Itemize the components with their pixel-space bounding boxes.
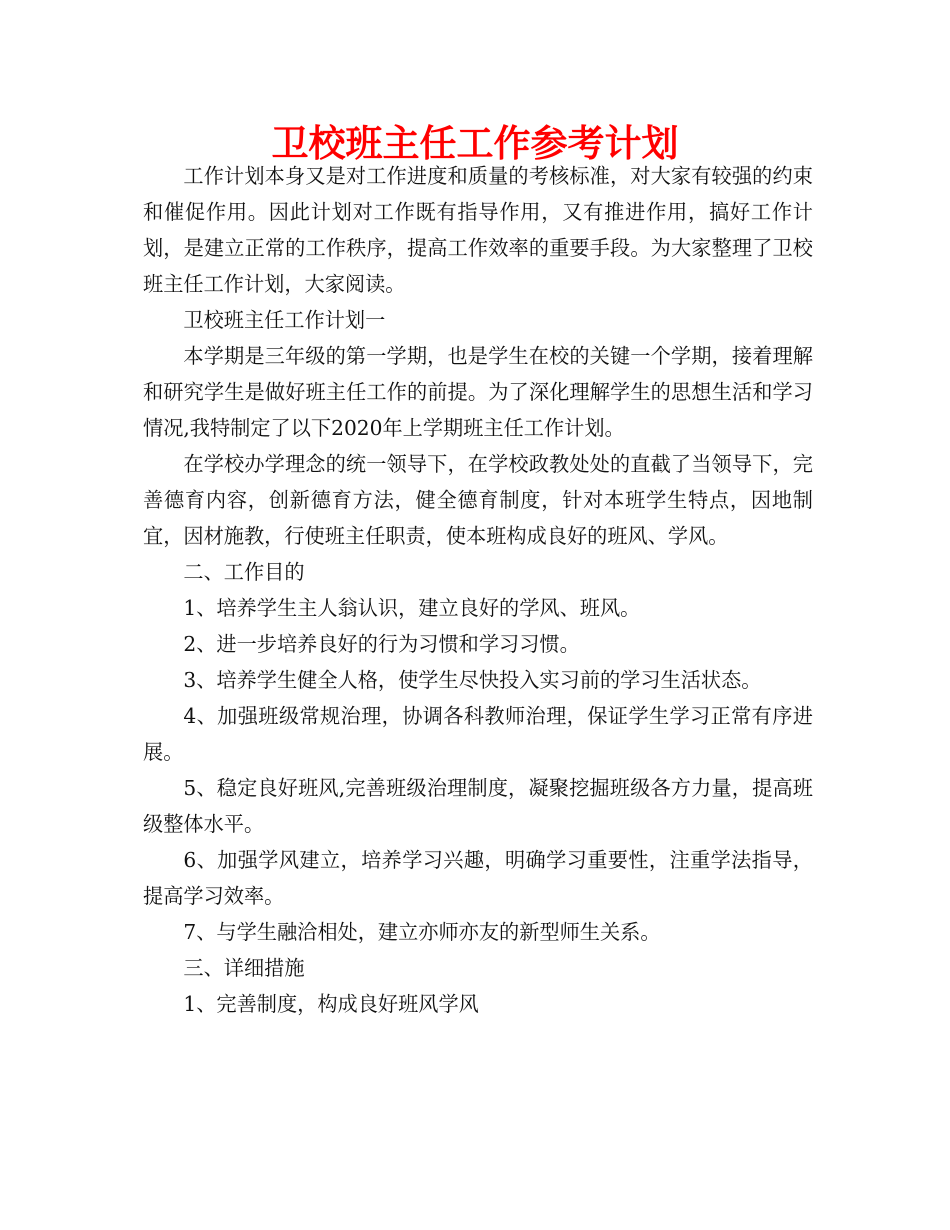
section-heading-goals: 二、工作目的 (183, 560, 305, 584)
paragraph-leadership: 在学校办学理念的统一领导下，在学校政教处处的直截了当领导下，完善德育内容，创新德育方法，健全德育制度，针对本班学生特点，因地制宜，因材施教，行使班主任职责，使本班构成良好的班风、学风。 (143, 452, 813, 548)
goal-item-7: 7、与学生融洽相处，建立亦师亦友的新型师生关系。 (183, 920, 661, 944)
paragraph-plan-heading: 卫校班主任工作计划一 (183, 308, 386, 332)
document-title: 卫校班主任工作参考计划 (271, 122, 679, 165)
document-body (143, 158, 813, 1022)
goal-item-3: 3、培养学生健全人格，使学生尽快投入实习前的学习生活状态。 (183, 668, 762, 692)
paragraph-intro: 工作计划本身又是对工作进度和质量的考核标准，对大家有较强的约束和催促作用。因此计划对工作既有指导作用，又有推进作用，搞好工作计划，是建立正常的工作秩序，提高工作效率的重要手段。为大家整理了卫校班主任工作计划，大家阅读。 (143, 164, 813, 296)
goal-item-4: 4、加强班级常规治理，协调各科教师治理，保证学生学习正常有序进展。 (143, 704, 813, 764)
goal-item-5: 5、稳定良好班风,完善班级治理制度，凝聚挖掘班级各方力量，提高班级整体水平。 (143, 776, 813, 836)
goal-item-2: 2、进一步培养良好的行为习惯和学习习惯。 (183, 632, 580, 656)
measure-item-1: 1、完善制度，构成良好班风学风 (183, 992, 479, 1016)
goal-item-1: 1、培养学生主人翁认识，建立良好的学风、班风。 (183, 596, 641, 620)
section-heading-measures: 三、详细措施 (183, 956, 305, 980)
goal-item-6: 6、加强学风建立，培养学习兴趣，明确学习重要性，注重学法指导，提高学习效率。 (143, 848, 813, 908)
paragraph-semester: 本学期是三年级的第一学期，也是学生在校的关键一个学期，接着理解和研究学生是做好班主任工作的前提。为了深化理解学生的思想生活和学习情况,我特制定了以下2020年上学期班主任工作计划。 (143, 344, 813, 440)
